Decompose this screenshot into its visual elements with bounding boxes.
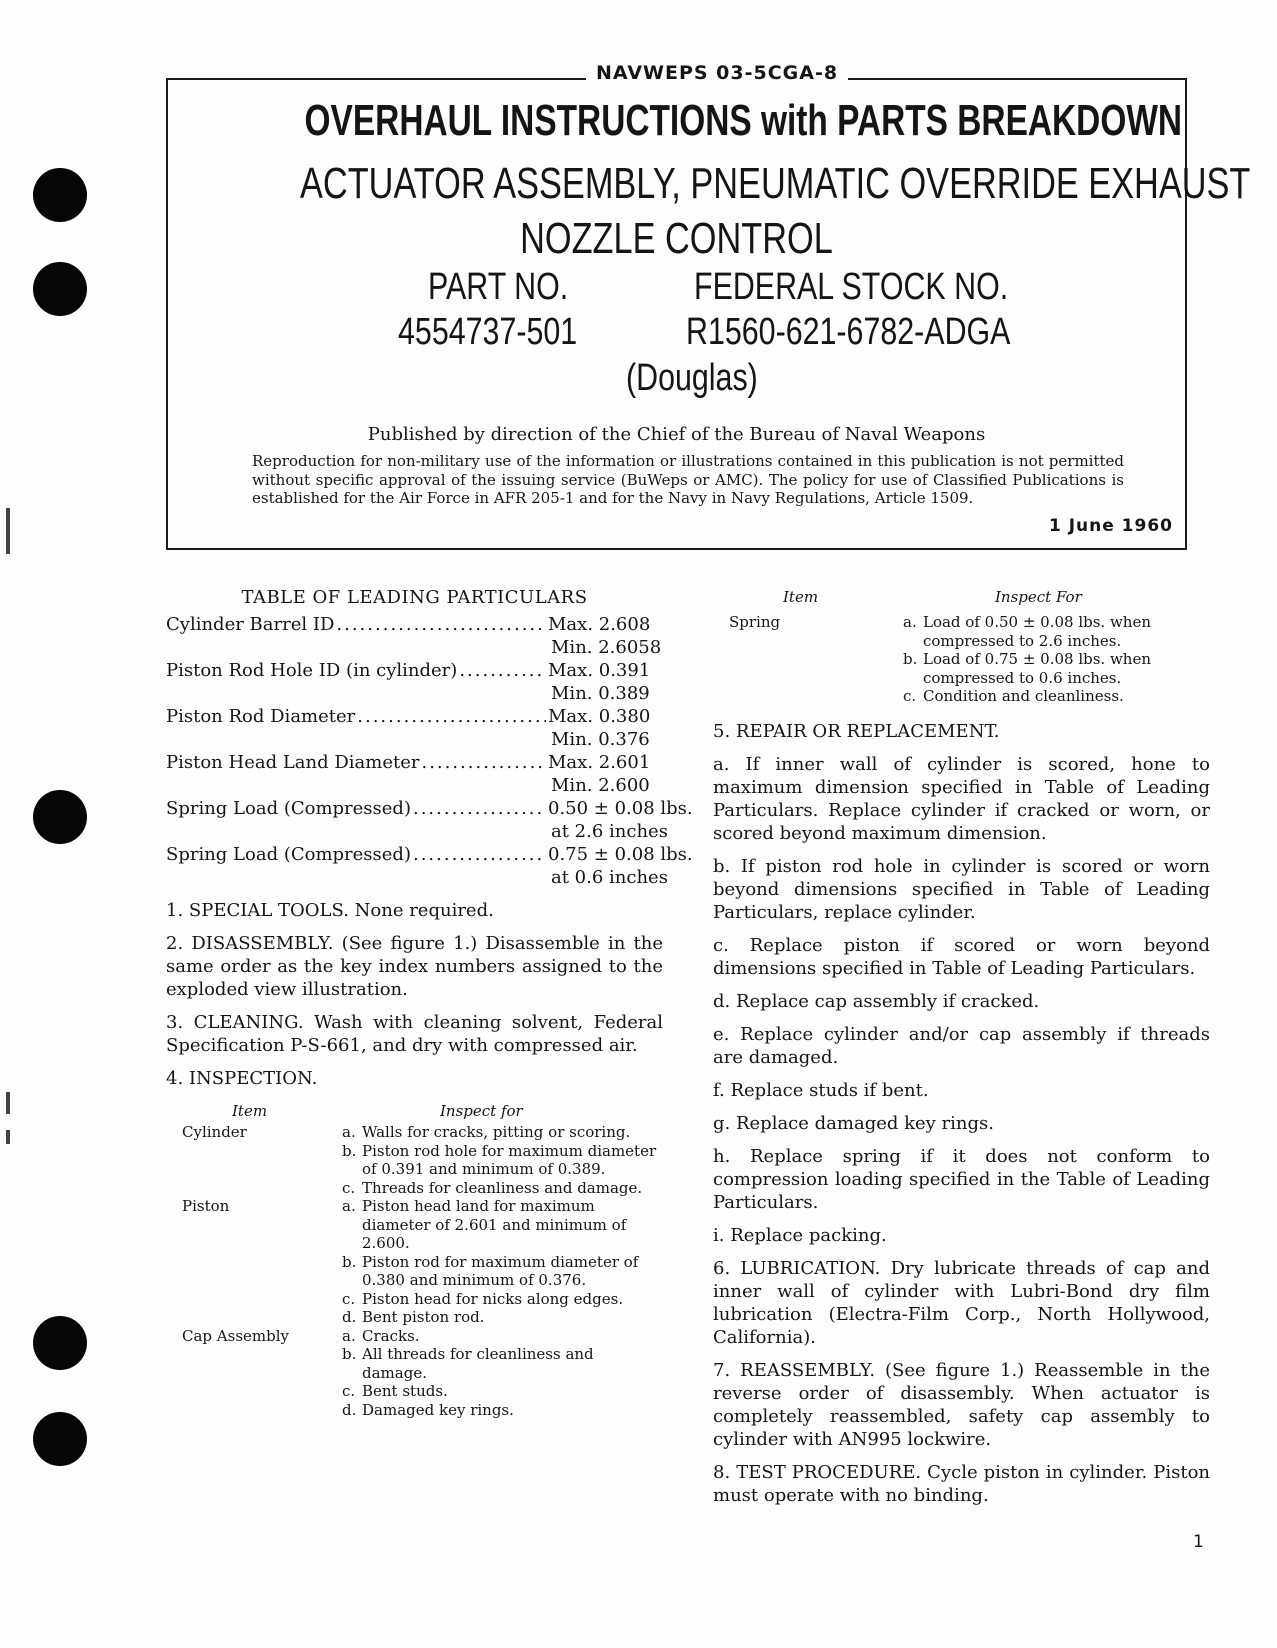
repair-item: g. Replace damaged key rings. xyxy=(713,1112,994,1134)
entry-text: Bent studs. xyxy=(362,1382,448,1400)
entry-text: Load of 0.50 ± 0.08 lbs. when compressed to 2.6 inches. xyxy=(923,613,1151,650)
lp-value: Max. 0.391 xyxy=(548,660,651,681)
entry-letter: b. xyxy=(342,1141,357,1160)
binder-hole xyxy=(33,168,87,222)
lp-row xyxy=(166,659,663,682)
lp-value: 0.50 ± 0.08 lbs. xyxy=(548,798,693,819)
inspection-entry xyxy=(342,1179,663,1198)
document-subtitle-1-text: ACTUATOR ASSEMBLY, PNEUMATIC OVERRIDE EXHAUST xyxy=(300,159,1251,208)
inspection-row xyxy=(166,1197,663,1327)
published-by: Published by direction of the Chief of the Bureau of Naval Weapons xyxy=(367,424,986,445)
right-column xyxy=(713,586,1210,1507)
lp-row xyxy=(166,843,693,866)
part-no-label: PART NO. xyxy=(428,266,569,308)
leading-particulars-table xyxy=(166,613,693,889)
edge-mark xyxy=(6,1092,10,1114)
entry-text: All threads for cleanliness and damage. xyxy=(362,1345,594,1382)
inspection-entry xyxy=(342,1308,663,1327)
reproduction-notice: Reproduction for non-military use of the information or illustrations contained in this publication is not permitted without specific approval of the issuing service (BuWeps or AMC). The policy for use of Classified Publications is established for the Air Force in AFR 205-1 and for the Navy in Navy Regulations, Article 1509. xyxy=(252,452,1124,507)
inspection-entry xyxy=(903,613,1170,650)
federal-stock-label: FEDERAL STOCK NO. xyxy=(694,266,1009,308)
col-item-header: Item xyxy=(232,1102,268,1120)
lp-row xyxy=(166,705,663,728)
lp-label: Spring Load (Compressed) xyxy=(166,798,411,819)
entry-letter: a. xyxy=(342,1123,356,1141)
inspection-table xyxy=(166,1123,663,1419)
binder-hole xyxy=(33,790,87,844)
inspection-item: Cylinder xyxy=(182,1123,247,1141)
entry-letter: b. xyxy=(342,1252,357,1271)
entry-text: Piston head for nicks along edges. xyxy=(362,1289,624,1308)
federal-stock-no: R1560-621-6782-ADGA xyxy=(686,311,1011,353)
inspection-entry xyxy=(342,1401,663,1420)
lp-value: Max. 2.601 xyxy=(548,752,651,773)
inspection-row xyxy=(713,613,1210,706)
entry-text: Piston rod hole for maximum diameter of 0.391 and minimum of 0.389. xyxy=(362,1141,657,1178)
leader-dots xyxy=(336,613,546,636)
publication-date: 1 June 1960 xyxy=(1048,516,1173,536)
lp-sub: at 0.6 inches xyxy=(551,867,668,888)
inspection-entry xyxy=(903,687,1170,706)
inspection-entry xyxy=(903,650,1170,687)
repair-item: b. If piston rod hole in cylinder is scored or worn beyond dimensions specified in Table of Leading Particulars, replace cylinder. xyxy=(713,855,1210,923)
part-no: 4554737-501 xyxy=(398,311,578,353)
section-cleaning: 3. CLEANING. Wash with cleaning solvent, Federal Specification P-S-661, and dry with compressed air. xyxy=(166,1012,663,1056)
repair-item: a. If inner wall of cylinder is scored, hone to maximum dimension specified in Table of Leading Particulars. Replace cylinder if cracked or worn, or scored beyond maximum dimension. xyxy=(713,753,1210,844)
repair-item: i. Replace packing. xyxy=(713,1224,887,1246)
inspection-entries xyxy=(342,1327,663,1420)
inspection-entry xyxy=(342,1327,663,1346)
lp-label: Piston Rod Diameter xyxy=(166,706,356,727)
leader-dots xyxy=(413,843,546,866)
col-item-header: Item xyxy=(783,588,819,606)
lp-label: Spring Load (Compressed) xyxy=(166,844,411,865)
inspection-entry xyxy=(342,1197,663,1253)
lp-label: Piston Rod Hole ID (in cylinder) xyxy=(166,660,458,681)
lp-sub: Min. 2.6058 xyxy=(551,637,662,658)
repair-item: f. Replace studs if bent. xyxy=(713,1079,929,1101)
entry-letter: c. xyxy=(342,1289,356,1308)
section-test-procedure: 8. TEST PROCEDURE. Cycle piston in cylinder. Piston must operate with no binding. xyxy=(713,1461,1210,1506)
lp-sub: at 2.6 inches xyxy=(551,821,668,842)
inspection-item: Spring xyxy=(729,613,781,631)
left-column xyxy=(166,586,693,1419)
document-title-text: OVERHAUL INSTRUCTIONS with PARTS BREAKDOWN xyxy=(304,96,1183,145)
document-subtitle-line-1 xyxy=(166,158,1251,209)
entry-letter: d. xyxy=(342,1400,357,1419)
binder-hole xyxy=(33,262,87,316)
entry-letter: d. xyxy=(342,1308,357,1326)
page-number: 1 xyxy=(1193,1532,1204,1552)
inspection-item: Cap Assembly xyxy=(182,1326,289,1345)
repair-item: c. Replace piston if scored or worn beyond dimensions specified in Table of Leading Particulars. xyxy=(713,934,1210,979)
entry-letter: b. xyxy=(342,1345,357,1363)
entry-letter: c. xyxy=(342,1382,356,1400)
entry-letter: c. xyxy=(903,687,917,705)
leader-dots xyxy=(421,751,546,774)
inspection-entry xyxy=(342,1345,663,1382)
edge-mark xyxy=(6,508,10,554)
repair-item: h. Replace spring if it does not conform to compression loading specified in the Table of Leading Particulars. xyxy=(713,1145,1210,1213)
inspection-entries xyxy=(903,613,1210,706)
document-title xyxy=(166,95,1187,146)
entry-letter: b. xyxy=(903,650,918,668)
doc-number: NAVWEPS 03-5CGA-8 xyxy=(586,62,848,84)
manufacturer: (Douglas) xyxy=(626,357,758,399)
repair-item: e. Replace cylinder and/or cap assembly if threads are damaged. xyxy=(713,1023,1210,1068)
inspection-table-header xyxy=(166,1100,663,1123)
entry-text: Condition and cleanliness. xyxy=(923,687,1124,705)
lp-sub: Min. 2.600 xyxy=(551,775,650,796)
leader-dots xyxy=(357,705,546,728)
lp-row xyxy=(166,613,663,636)
entry-text: Walls for cracks, pitting or scoring. xyxy=(362,1123,631,1141)
entry-text: Piston head land for maximum diameter of 2.601 and minimum of 2.600. xyxy=(362,1197,627,1252)
entry-text: Load of 0.75 ± 0.08 lbs. when compressed to 0.6 inches. xyxy=(923,650,1151,687)
section-special-tools: 1. SPECIAL TOOLS. None required. xyxy=(166,900,494,921)
inspection-entry xyxy=(342,1142,663,1179)
inspection-entry xyxy=(342,1382,663,1401)
inspection-entries xyxy=(342,1123,663,1197)
inspection-entry xyxy=(342,1123,663,1142)
entry-letter: a. xyxy=(342,1326,356,1345)
lp-row xyxy=(166,751,663,774)
section-repair: 5. REPAIR OR REPLACEMENT. xyxy=(713,720,1000,742)
entry-text: Piston rod for maximum diameter of 0.380 and minimum of 0.376. xyxy=(362,1252,639,1289)
col-inspect-header: Inspect For xyxy=(995,588,1082,606)
lp-row xyxy=(166,797,693,820)
entry-letter: a. xyxy=(903,613,917,631)
lp-value: Max. 2.608 xyxy=(548,614,651,635)
section-inspection: 4. INSPECTION. xyxy=(166,1068,318,1089)
inspection-row xyxy=(166,1123,663,1197)
inspection-continued-header xyxy=(713,586,1210,609)
inspection-entries xyxy=(342,1197,663,1327)
leader-dots xyxy=(459,659,546,682)
document-subtitle-line-2 xyxy=(166,213,1187,264)
leading-particulars-title: TABLE OF LEADING PARTICULARS xyxy=(241,587,588,608)
section-reassembly: 7. REASSEMBLY. (See figure 1.) Reassemble in the reverse order of disassembly. When actuator is completely reassembled, safety cap assembly to cylinder with AN995 lockwire. xyxy=(713,1359,1210,1450)
lp-sub: Min. 0.376 xyxy=(551,729,650,750)
section-disassembly: 2. DISASSEMBLY. (See figure 1.) Disassemble in the same order as the key index numbers assigned to the exploded view illustration. xyxy=(166,933,663,1000)
inspection-item: Piston xyxy=(182,1197,230,1215)
leader-dots xyxy=(413,797,546,820)
entry-text: Damaged key rings. xyxy=(362,1400,514,1419)
lp-label: Piston Head Land Diameter xyxy=(166,752,420,773)
lp-value: 0.75 ± 0.08 lbs. xyxy=(548,844,693,865)
section-lubrication: 6. LUBRICATION. Dry lubricate threads of cap and inner wall of cylinder with Lubri-Bond dry film lubrication (Electra-Film Corp., North Hollywood, California). xyxy=(713,1257,1210,1348)
binder-hole xyxy=(33,1316,87,1370)
binder-hole xyxy=(33,1412,87,1466)
document-subtitle-2-text: NOZZLE CONTROL xyxy=(520,214,833,263)
entry-letter: c. xyxy=(342,1178,356,1197)
repair-item: d. Replace cap assembly if cracked. xyxy=(713,990,1040,1012)
lp-label: Cylinder Barrel ID xyxy=(166,614,335,635)
edge-mark xyxy=(6,1130,10,1144)
inspection-entry xyxy=(342,1253,663,1290)
entry-text: Threads for cleanliness and damage. xyxy=(362,1178,643,1197)
inspection-row xyxy=(166,1327,663,1420)
col-inspect-header: Inspect for xyxy=(440,1102,523,1120)
lp-value: Max. 0.380 xyxy=(548,706,651,727)
lp-sub: Min. 0.389 xyxy=(551,683,650,704)
inspection-entry xyxy=(342,1290,663,1309)
entry-text: Cracks. xyxy=(362,1326,420,1345)
entry-letter: a. xyxy=(342,1197,356,1215)
entry-text: Bent piston rod. xyxy=(362,1308,485,1326)
